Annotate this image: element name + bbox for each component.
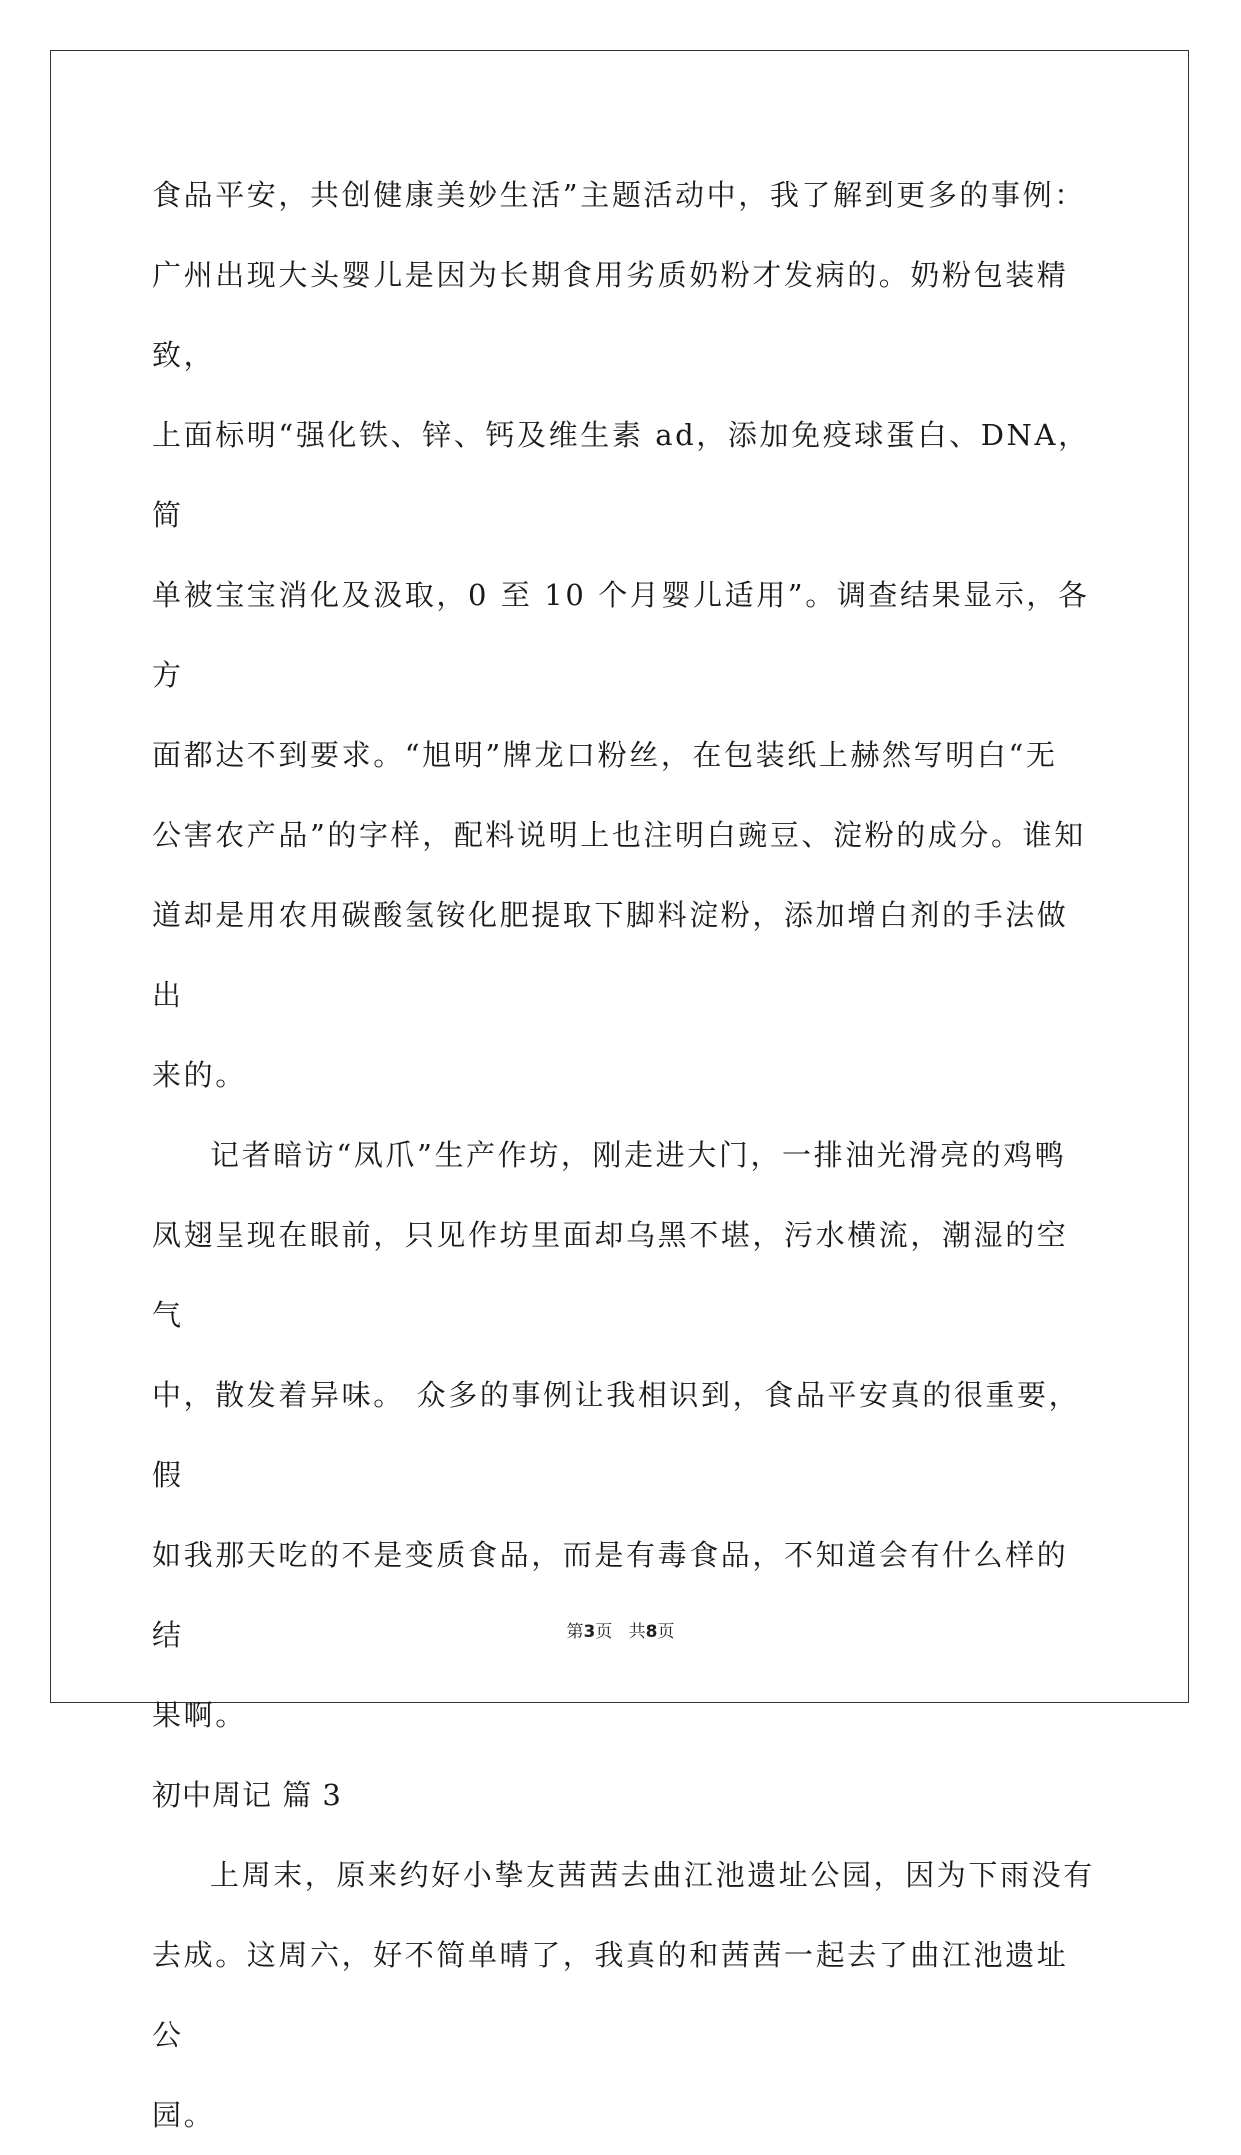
- paragraph-first-line: 上周末，原来约好小挚友茜茜去曲江池遗址公园，因为下雨没有: [210, 1858, 1095, 1892]
- text-line: 来的。: [152, 1058, 247, 1092]
- text-line: 上面标明“强化铁、锌、钙及维生素 ad，添加免疫球蛋白、DNA，简: [152, 418, 1090, 532]
- text-line: 去成。这周六，好不简单晴了，我真的和茜茜一起去了曲江池遗址公: [152, 1938, 1069, 2052]
- footer-prefix: 第: [566, 1622, 584, 1642]
- section-heading: 初中周记 篇 3: [152, 1778, 342, 1812]
- text-line: 如我那天吃的不是变质食品，而是有毒食品，不知道会有什么样的结: [152, 1538, 1069, 1652]
- total-pages-number: 8: [645, 1622, 658, 1642]
- text-line: 单被宝宝消化及汲取，0 至 10 个月婴儿适用”。调查结果显示，各方: [152, 578, 1090, 692]
- text-line: 道却是用农用碳酸氢铵化肥提取下脚料淀粉，添加增白剂的手法做出: [152, 898, 1069, 1012]
- text-line: 中，散发着异味。 众多的事例让我相识到，食品平安真的很重要，假: [152, 1378, 1081, 1492]
- document-body: [152, 155, 1097, 2155]
- footer-middle: 页 共: [595, 1622, 646, 1642]
- text-line: 广州出现大头婴儿是因为长期食用劣质奶粉才发病的。奶粉包装精致，: [152, 258, 1069, 372]
- text-line: 果啊。: [152, 1698, 247, 1732]
- page-footer: [0, 1617, 1241, 1642]
- text-line: 凤翅呈现在眼前，只见作坊里面却乌黑不堪，污水横流，潮湿的空气: [152, 1218, 1069, 1332]
- text-line: 食品平安，共创健康美妙生活”主题活动中，我了解到更多的事例：: [152, 178, 1086, 212]
- current-page-number: 3: [583, 1622, 596, 1642]
- footer-suffix: 页: [657, 1622, 675, 1642]
- text-line: 面都达不到要求。“旭明”牌龙口粉丝，在包装纸上赫然写明白“无: [152, 738, 1058, 772]
- paragraph-first-line: 记者暗访“凤爪”生产作坊，刚走进大门，一排油光滑亮的鸡鸭: [210, 1138, 1067, 1172]
- text-line: 公害农产品”的字样，配料说明上也注明白豌豆、淀粉的成分。谁知: [152, 818, 1086, 852]
- text-line: 园。: [152, 2098, 216, 2132]
